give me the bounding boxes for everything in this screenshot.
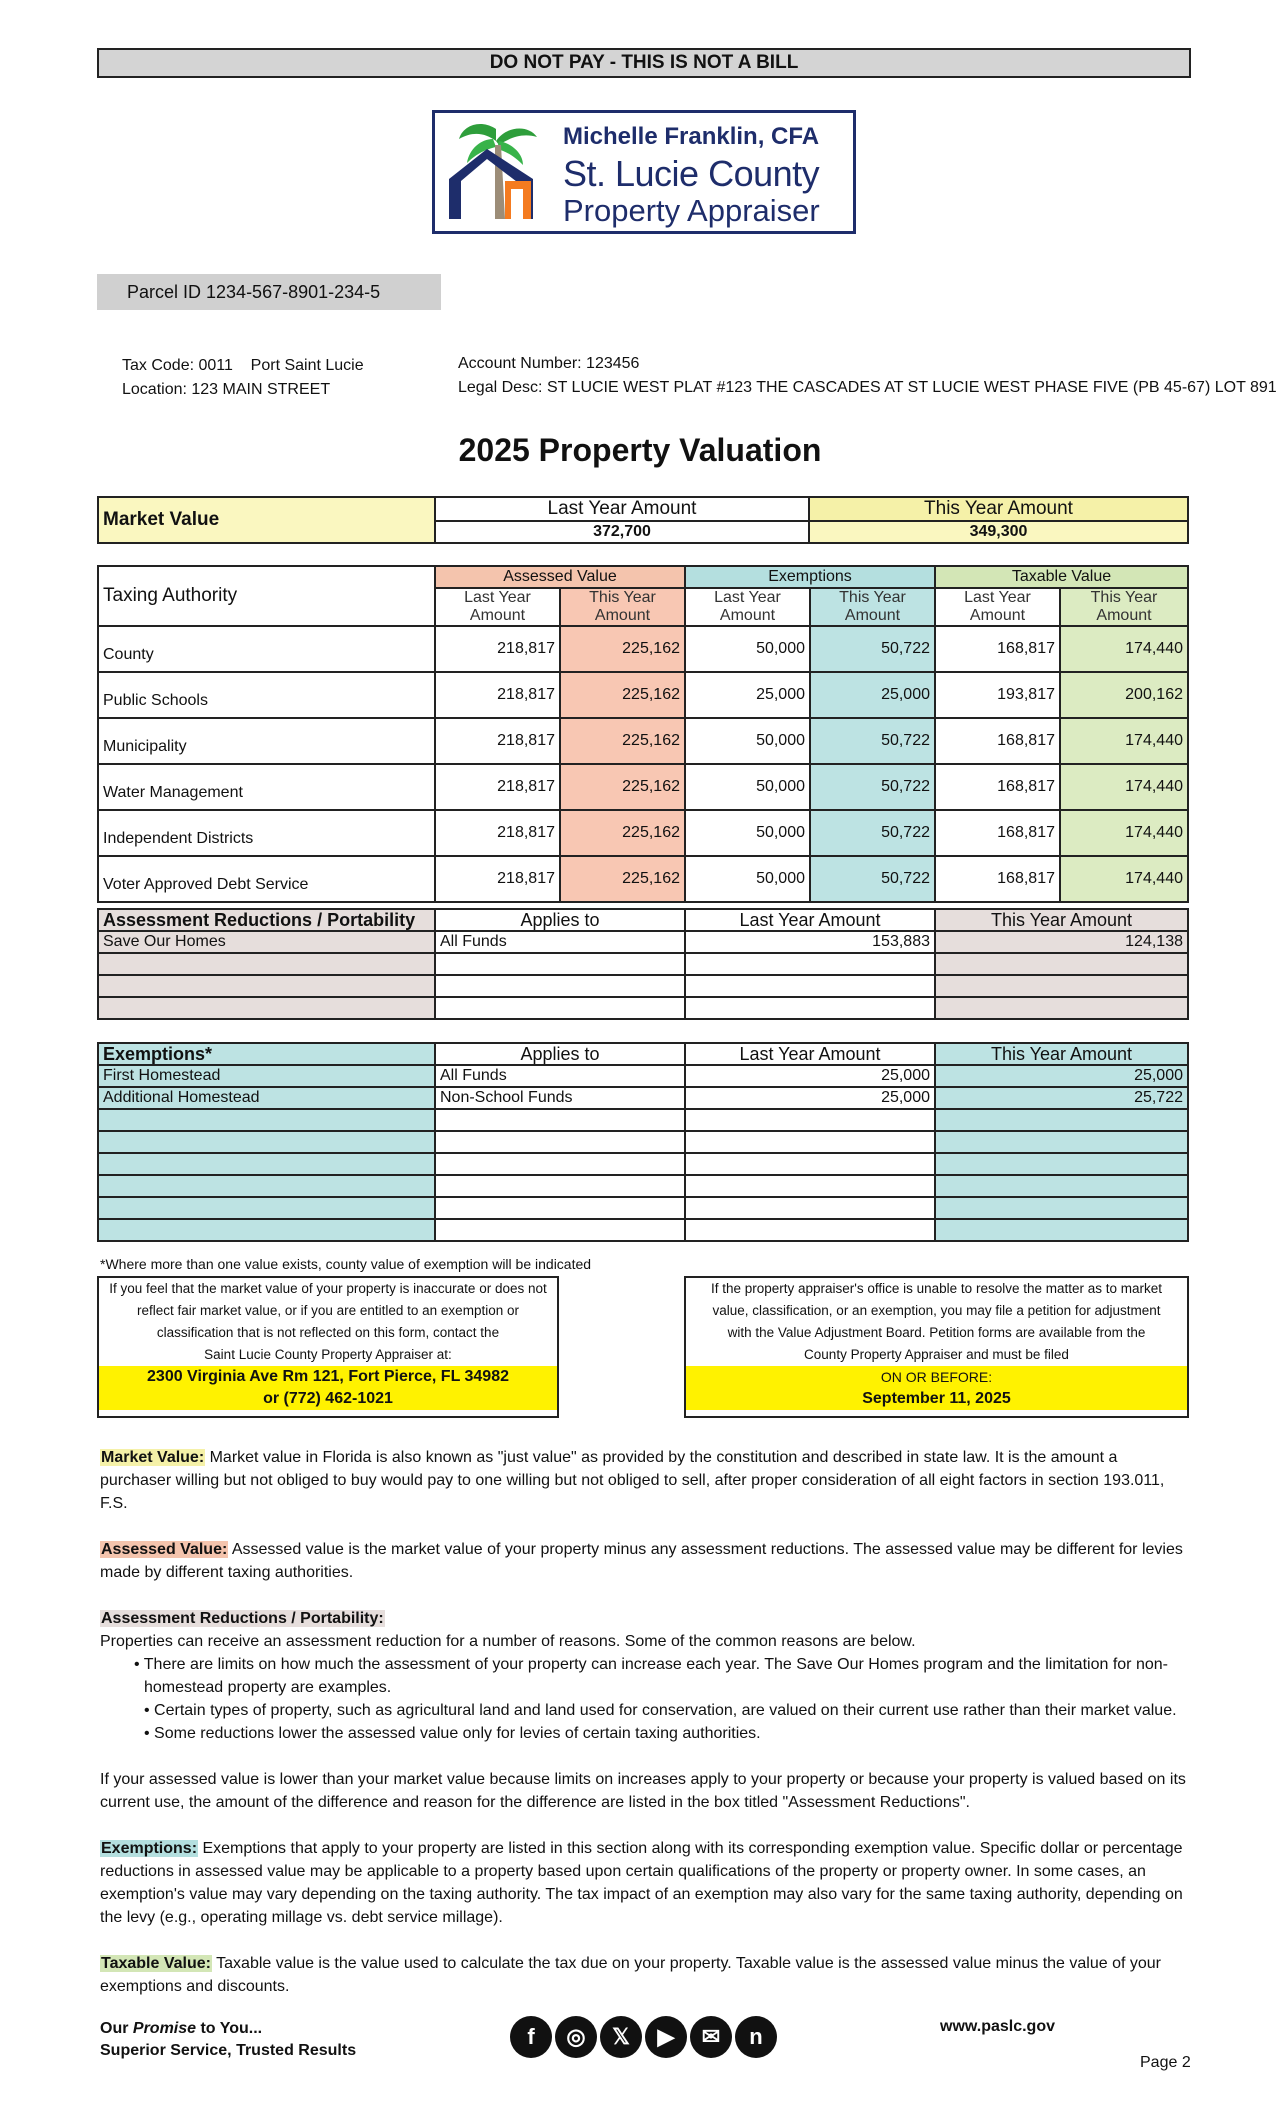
assessed-value-header: Assessed Value bbox=[435, 566, 685, 588]
authority-name: County bbox=[98, 626, 435, 672]
taxable-this: 174,440 bbox=[1060, 810, 1188, 856]
table-row bbox=[98, 810, 1188, 856]
authority-name: Independent Districts bbox=[98, 810, 435, 856]
legal-description: Legal Desc: ST LUCIE WEST PLAT #123 THE CASCADES AT ST LUCIE WEST PHASE FIVE (PB 45-67) LOT 891 bbox=[458, 379, 1277, 396]
promise-text: to You... bbox=[196, 2020, 263, 2037]
location: Location: 123 MAIN STREET bbox=[122, 381, 331, 398]
tax-code: Tax Code: 0011 Port Saint Lucie bbox=[122, 357, 364, 374]
exemptions-this: 50,722 bbox=[810, 856, 935, 902]
taxable-last: 168,817 bbox=[935, 810, 1060, 856]
reductions-text: Properties can receive an assessment reduction for a number of reasons. Some of the common reasons are below. bbox=[100, 1633, 916, 1650]
account-number: Account Number: 123456 bbox=[458, 355, 640, 372]
promise-emphasis: Promise bbox=[132, 2020, 197, 2037]
palm-house-icon bbox=[441, 119, 553, 225]
tagline: Superior Service, Trusted Results bbox=[100, 2042, 357, 2059]
exemptions-this: 50,722 bbox=[810, 764, 935, 810]
website-link[interactable]: www.paslc.gov bbox=[940, 2018, 1055, 2035]
assessed-last: 218,817 bbox=[435, 718, 560, 764]
list-item: • Certain types of property, such as agricultural land and land used for conservation, are valued on their current use rather than their market value. bbox=[144, 1702, 1177, 1719]
petition-info-box bbox=[684, 1276, 1189, 1418]
market-value-table bbox=[97, 496, 1189, 544]
contact-line: reflect fair market value, or if you are entitled to an exemption or bbox=[137, 1303, 519, 1318]
bullet-text: There are limits on how much the assessment of your property can increase each year. The Save Our Homes program and the limitation for non-homestead property are examples. bbox=[143, 1656, 1168, 1696]
exemption-name: First Homestead bbox=[98, 1065, 435, 1087]
reductions-paragraph: If your assessed value is lower than your market value because limits on increases apply to your property or because your property is valued based on its current use, the amount of the difference and reason for the difference are listed in the box titled "Assessment Reductions". bbox=[100, 1771, 1186, 1811]
promise-text: Our bbox=[100, 2020, 133, 2037]
exemptions-last: 50,000 bbox=[685, 626, 810, 672]
bullet-text: Certain types of property, such as agricultural land and land used for conservation, are valued on their current use rather than their market value. bbox=[154, 1702, 1177, 1719]
authority-name: Water Management bbox=[98, 764, 435, 810]
property-appraiser-logo bbox=[432, 110, 856, 234]
county-name: St. Lucie County bbox=[563, 153, 820, 194]
social-links bbox=[510, 2016, 780, 2058]
contact-line: Saint Lucie County Property Appraiser at: bbox=[204, 1347, 452, 1362]
appraiser-name: Michelle Franklin, CFA bbox=[563, 123, 820, 150]
reduction-name: Save Our Homes bbox=[98, 931, 435, 953]
mv-this-label: This Year Amount bbox=[809, 497, 1188, 521]
applies-header: Applies to bbox=[435, 1043, 685, 1065]
exemption-name: Additional Homestead bbox=[98, 1087, 435, 1109]
appraiser-phone: or (772) 462-1021 bbox=[263, 1390, 393, 1407]
mv-last-label: Last Year Amount bbox=[435, 497, 809, 521]
parcel-id: Parcel ID 1234-567-8901-234-5 bbox=[97, 274, 441, 310]
assessed-last: 218,817 bbox=[435, 672, 560, 718]
exemptions-label: Exemptions* bbox=[98, 1043, 435, 1065]
taxable-value-term: Taxable Value: bbox=[101, 1955, 211, 1972]
exemption-this: 25,000 bbox=[935, 1065, 1188, 1087]
assessed-value-text: Assessed value is the market value of your property minus any assessment reductions. The assessed value may be different for levies made by different taxing authorities. bbox=[100, 1541, 1183, 1581]
table-row bbox=[98, 1175, 1188, 1197]
table-row bbox=[98, 953, 1188, 975]
table-row bbox=[98, 997, 1188, 1019]
table-row bbox=[98, 1109, 1188, 1131]
sub-this: This Year Amount bbox=[1060, 588, 1188, 626]
contact-info-box bbox=[97, 1276, 559, 1418]
table-row bbox=[98, 1065, 1188, 1087]
assessed-this: 225,162 bbox=[560, 626, 685, 672]
sub-last: Last Year Amount bbox=[435, 588, 560, 626]
exemptions-last: 50,000 bbox=[685, 856, 810, 902]
list-item: • Some reductions lower the assessed value only for levies of certain taxing authorities. bbox=[144, 1725, 761, 1742]
taxable-this: 174,440 bbox=[1060, 856, 1188, 902]
table-row bbox=[98, 764, 1188, 810]
assessed-this: 225,162 bbox=[560, 718, 685, 764]
exemption-last: 25,000 bbox=[685, 1065, 935, 1087]
petition-deadline-label: ON OR BEFORE: bbox=[686, 1366, 1187, 1388]
mv-this-value: 349,300 bbox=[809, 521, 1188, 543]
exemptions-this: 50,722 bbox=[810, 626, 935, 672]
x-icon[interactable]: 𝕏 bbox=[600, 2016, 642, 2058]
exemption-this: 25,722 bbox=[935, 1087, 1188, 1109]
email-icon[interactable]: ✉ bbox=[690, 2016, 732, 2058]
reductions-label: Assessment Reductions / Portability bbox=[98, 909, 435, 931]
exemption-footnote: *Where more than one value exists, county value of exemption will be indicated bbox=[100, 1256, 592, 1272]
youtube-icon[interactable]: ▶ bbox=[645, 2016, 687, 2058]
table-row bbox=[98, 626, 1188, 672]
page-title: 2025 Property Valuation bbox=[458, 432, 822, 468]
exemptions-header: Exemptions bbox=[685, 566, 935, 588]
exemption-last: 25,000 bbox=[685, 1087, 935, 1109]
taxable-value-header: Taxable Value bbox=[935, 566, 1188, 588]
assessed-last: 218,817 bbox=[435, 764, 560, 810]
taxable-value-definition bbox=[100, 1952, 1190, 1998]
sub-last: Last Year Amount bbox=[685, 588, 810, 626]
promise-line bbox=[100, 2020, 262, 2038]
applies-header: Applies to bbox=[435, 909, 685, 931]
taxable-last: 168,817 bbox=[935, 856, 1060, 902]
assessed-this: 225,162 bbox=[560, 764, 685, 810]
list-item: • There are limits on how much the assessment of your property can increase each year. The Save Our Homes program and the limitation for non-homestead property are examples. bbox=[134, 1656, 1168, 1696]
authority-name: Public Schools bbox=[98, 672, 435, 718]
market-value-text: Market value in Florida is also known as "just value" as provided by the constitution and described in state law. It is the amount a purchaser willing but not obliged to buy would pay to one willing but not obliged to sell, after proper consideration of all eight factors in section 193.011, F.S. bbox=[100, 1449, 1165, 1512]
contact-address bbox=[99, 1366, 557, 1410]
table-row bbox=[98, 1197, 1188, 1219]
appraiser-address: 2300 Virginia Ave Rm 121, Fort Pierce, FL 34982 bbox=[147, 1368, 509, 1385]
assessed-this: 225,162 bbox=[560, 856, 685, 902]
assessed-value-term: Assessed Value: bbox=[101, 1541, 228, 1558]
taxable-value-text: Taxable value is the value used to calculate the tax due on your property. Taxable value is the assessed value minus the value of your exemptions and discounts. bbox=[100, 1955, 1162, 1995]
reduction-applies: All Funds bbox=[435, 931, 685, 953]
exemptions-text: Exemptions that apply to your property are listed in this section along with its corresponding exemption value. Specific dollar or percentage reductions in assessed value may be applicable to a property based upon certain qualifications of the property or property owner. In some cases, an exemption's value may vary depending on the taxing authority. The tax impact of an exemption may also vary for the same taxing authority, depending on the levy (e.g., operating millage vs. debt service millage). bbox=[100, 1840, 1183, 1926]
nextdoor-icon[interactable]: n bbox=[735, 2016, 777, 2058]
contact-line: classification that is not reflected on this form, contact the bbox=[156, 1325, 500, 1340]
last-amount-header: Last Year Amount bbox=[685, 1043, 935, 1065]
assessed-this: 225,162 bbox=[560, 672, 685, 718]
taxable-this: 174,440 bbox=[1060, 764, 1188, 810]
table-row bbox=[98, 672, 1188, 718]
exemptions-last: 50,000 bbox=[685, 764, 810, 810]
bullet-text: Some reductions lower the assessed value only for levies of certain taxing authorities. bbox=[154, 1725, 761, 1742]
exemptions-last: 25,000 bbox=[685, 672, 810, 718]
reduction-last: 153,883 bbox=[685, 931, 935, 953]
assessed-value-definition bbox=[100, 1538, 1190, 1584]
assessed-last: 218,817 bbox=[435, 626, 560, 672]
market-value-label: Market Value bbox=[98, 497, 435, 543]
sub-last: Last Year Amount bbox=[935, 588, 1060, 626]
assessed-last: 218,817 bbox=[435, 856, 560, 902]
not-a-bill-banner: DO NOT PAY - THIS IS NOT A BILL bbox=[97, 48, 1191, 78]
taxable-last: 168,817 bbox=[935, 718, 1060, 764]
definitions bbox=[100, 1446, 1190, 2021]
exemptions-definition bbox=[100, 1837, 1190, 1929]
taxable-this: 200,162 bbox=[1060, 672, 1188, 718]
taxable-last: 168,817 bbox=[935, 764, 1060, 810]
reductions-definition bbox=[100, 1607, 1190, 1745]
last-amount-header: Last Year Amount bbox=[685, 909, 935, 931]
exemptions-last: 50,000 bbox=[685, 718, 810, 764]
table-row bbox=[98, 856, 1188, 902]
exemptions-term: Exemptions: bbox=[101, 1840, 198, 1857]
taxing-authority-label: Taxing Authority bbox=[98, 566, 435, 626]
assessed-this: 225,162 bbox=[560, 810, 685, 856]
market-value-term: Market Value: bbox=[101, 1449, 205, 1466]
table-row bbox=[98, 718, 1188, 764]
taxable-last: 193,817 bbox=[935, 672, 1060, 718]
office-name: Property Appraiser bbox=[563, 193, 820, 228]
assessed-last: 218,817 bbox=[435, 810, 560, 856]
this-amount-header: This Year Amount bbox=[935, 1043, 1188, 1065]
table-row bbox=[98, 1131, 1188, 1153]
exemptions-this: 50,722 bbox=[810, 810, 935, 856]
reductions-term: Assessment Reductions / Portability: bbox=[101, 1610, 384, 1627]
petition-line: value, classification, or an exemption, you may file a petition for adjustment bbox=[712, 1303, 1161, 1318]
sub-this: This Year Amount bbox=[560, 588, 685, 626]
table-row bbox=[98, 1087, 1188, 1109]
taxable-this: 174,440 bbox=[1060, 626, 1188, 672]
authority-name: Municipality bbox=[98, 718, 435, 764]
table-row bbox=[98, 1153, 1188, 1175]
market-value-definition bbox=[100, 1446, 1190, 1515]
exemptions-table bbox=[97, 1042, 1189, 1242]
table-row bbox=[98, 975, 1188, 997]
reduction-this: 124,138 bbox=[935, 931, 1188, 953]
petition-line: with the Value Adjustment Board. Petition forms are available from the bbox=[727, 1325, 1146, 1340]
taxing-authority-table bbox=[97, 565, 1189, 903]
taxable-this: 174,440 bbox=[1060, 718, 1188, 764]
petition-line: County Property Appraiser and must be filed bbox=[804, 1347, 1069, 1362]
page-number: Page 2 bbox=[1140, 2054, 1191, 2071]
sub-this: This Year Amount bbox=[810, 588, 935, 626]
petition-line: If the property appraiser's office is unable to resolve the matter as to market bbox=[710, 1281, 1163, 1296]
table-row bbox=[98, 1219, 1188, 1241]
authority-name: Voter Approved Debt Service bbox=[98, 856, 435, 902]
facebook-icon[interactable]: f bbox=[510, 2016, 552, 2058]
table-row bbox=[98, 931, 1188, 953]
this-amount-header: This Year Amount bbox=[935, 909, 1188, 931]
instagram-icon[interactable]: ◎ bbox=[555, 2016, 597, 2058]
assessment-reductions-table bbox=[97, 908, 1189, 1020]
taxable-last: 168,817 bbox=[935, 626, 1060, 672]
exemption-applies: All Funds bbox=[435, 1065, 685, 1087]
exemption-applies: Non-School Funds bbox=[435, 1087, 685, 1109]
exemptions-this: 50,722 bbox=[810, 718, 935, 764]
contact-line: If you feel that the market value of your property is inaccurate or does not bbox=[109, 1281, 547, 1296]
mv-last-value: 372,700 bbox=[435, 521, 809, 543]
exemptions-last: 50,000 bbox=[685, 810, 810, 856]
petition-deadline-date: September 11, 2025 bbox=[686, 1388, 1187, 1410]
exemptions-this: 25,000 bbox=[810, 672, 935, 718]
